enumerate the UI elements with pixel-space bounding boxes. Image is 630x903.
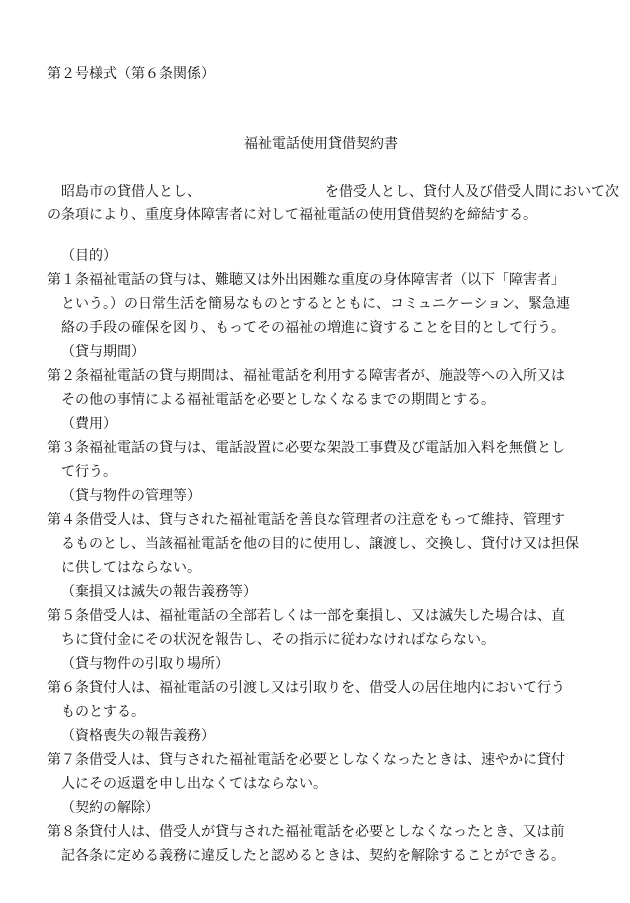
article-number: 第３条 <box>47 440 89 456</box>
article-heading: （契約の解除） <box>61 800 159 816</box>
article-number: 第４条 <box>47 512 89 528</box>
article-number: 第７条 <box>47 752 89 768</box>
intro-paragraph <box>47 181 619 227</box>
article <box>47 508 582 580</box>
article-heading: （貸与物件の引取り場所） <box>61 656 229 672</box>
article-number: 第５条 <box>47 608 89 624</box>
articles-list <box>47 244 582 868</box>
article-continuation-line: ものとする。 <box>61 704 145 720</box>
article-text: 貸付人は、福祉電話の引渡し又は引取りを、借受人の居住地内において行う <box>89 680 565 696</box>
article-number: 第１条 <box>47 272 89 288</box>
article-first-line <box>47 512 565 528</box>
article-first-line <box>47 680 565 696</box>
article-continuation-line: という。）の日常生活を簡易なものとするとともに、コミュニケーション、緊急連 <box>61 296 571 312</box>
article-text: 借受人は、貸与された福祉電話を善良な管理者の注意をもって維持、管理す <box>89 512 565 528</box>
form-number: 第２号様式（第６条関係） <box>47 66 215 82</box>
article <box>47 436 582 484</box>
article <box>47 268 582 340</box>
article <box>47 604 582 652</box>
article-continuation-line: 絡の手段の確保を図り、もってその福祉の増進に資することを目的として行う。 <box>61 320 565 336</box>
article <box>47 748 582 796</box>
article-continuation-line: るものとし、当該福祉電話を他の目的に使用し、譲渡し、交換し、貸付け又は担保 <box>61 536 579 552</box>
article-text: 借受人は、福祉電話の全部若しくは一部を棄損し、又は滅失した場合は、直 <box>89 608 565 624</box>
intro-line-2: の条項により、重度身体障害者に対して福祉電話の使用貸借契約を締結する。 <box>47 207 537 223</box>
article <box>47 820 582 868</box>
article-text: 福祉電話の貸与期間は、福祉電話を利用する障害者が、施設等への入所又は <box>89 368 565 384</box>
intro-line-1 <box>47 181 619 204</box>
article-heading: （費用） <box>61 416 117 432</box>
intro-borrower-text: を借受人とし、貸付人及び借受人間において次 <box>325 184 619 200</box>
article-first-line <box>47 440 565 456</box>
article-heading: （棄損又は滅失の報告義務等） <box>61 584 257 600</box>
article-text: 福祉電話の貸与は、難聴又は外出困難な重度の身体障害者（以下「障害者」 <box>89 272 565 288</box>
article-number: 第８条 <box>47 824 89 840</box>
article-first-line <box>47 272 565 288</box>
article-continuation-line: て行う。 <box>61 464 117 480</box>
article-continuation-line: 人にその返還を申し出なくてはならない。 <box>61 776 327 792</box>
article-first-line <box>47 608 565 624</box>
intro-lender-text: 昭島市の貸借人とし、 <box>61 184 201 200</box>
article <box>47 364 582 412</box>
article-first-line <box>47 368 565 384</box>
article-first-line <box>47 824 564 840</box>
article-first-line <box>47 752 565 768</box>
article-text: 福祉電話の貸与は、電話設置に必要な架設工事費及び電話加入料を無償とし <box>89 440 565 456</box>
article <box>47 676 582 724</box>
article-text: 借受人は、貸与された福祉電話を必要としなくなったときは、速やかに貸付 <box>89 752 565 768</box>
article-heading: （貸与期間） <box>61 344 145 360</box>
article-number: 第６条 <box>47 680 89 696</box>
article-continuation-line: その他の事情による福祉電話を必要としなくなるまでの期間とする。 <box>61 392 495 408</box>
article-heading: （資格喪失の報告義務） <box>61 728 215 744</box>
article-continuation-line: ちに貸付金にその状況を報告し、その指示に従わなければならない。 <box>61 632 495 648</box>
article-continuation-line: 記各条に定める義務に違反したと認めるときは、契約を解除することができる。 <box>61 848 565 864</box>
article-text: 貸付人は、借受人が貸与された福祉電話を必要としなくなったとき、又は前 <box>89 824 565 840</box>
article-heading: （貸与物件の管理等） <box>61 488 201 504</box>
article-number: 第２条 <box>47 368 89 384</box>
article-continuation-line: に供してはならない。 <box>61 560 201 576</box>
article-heading: （目的） <box>61 248 117 264</box>
document-title: 福祉電話使用貸借契約書 <box>244 136 398 152</box>
